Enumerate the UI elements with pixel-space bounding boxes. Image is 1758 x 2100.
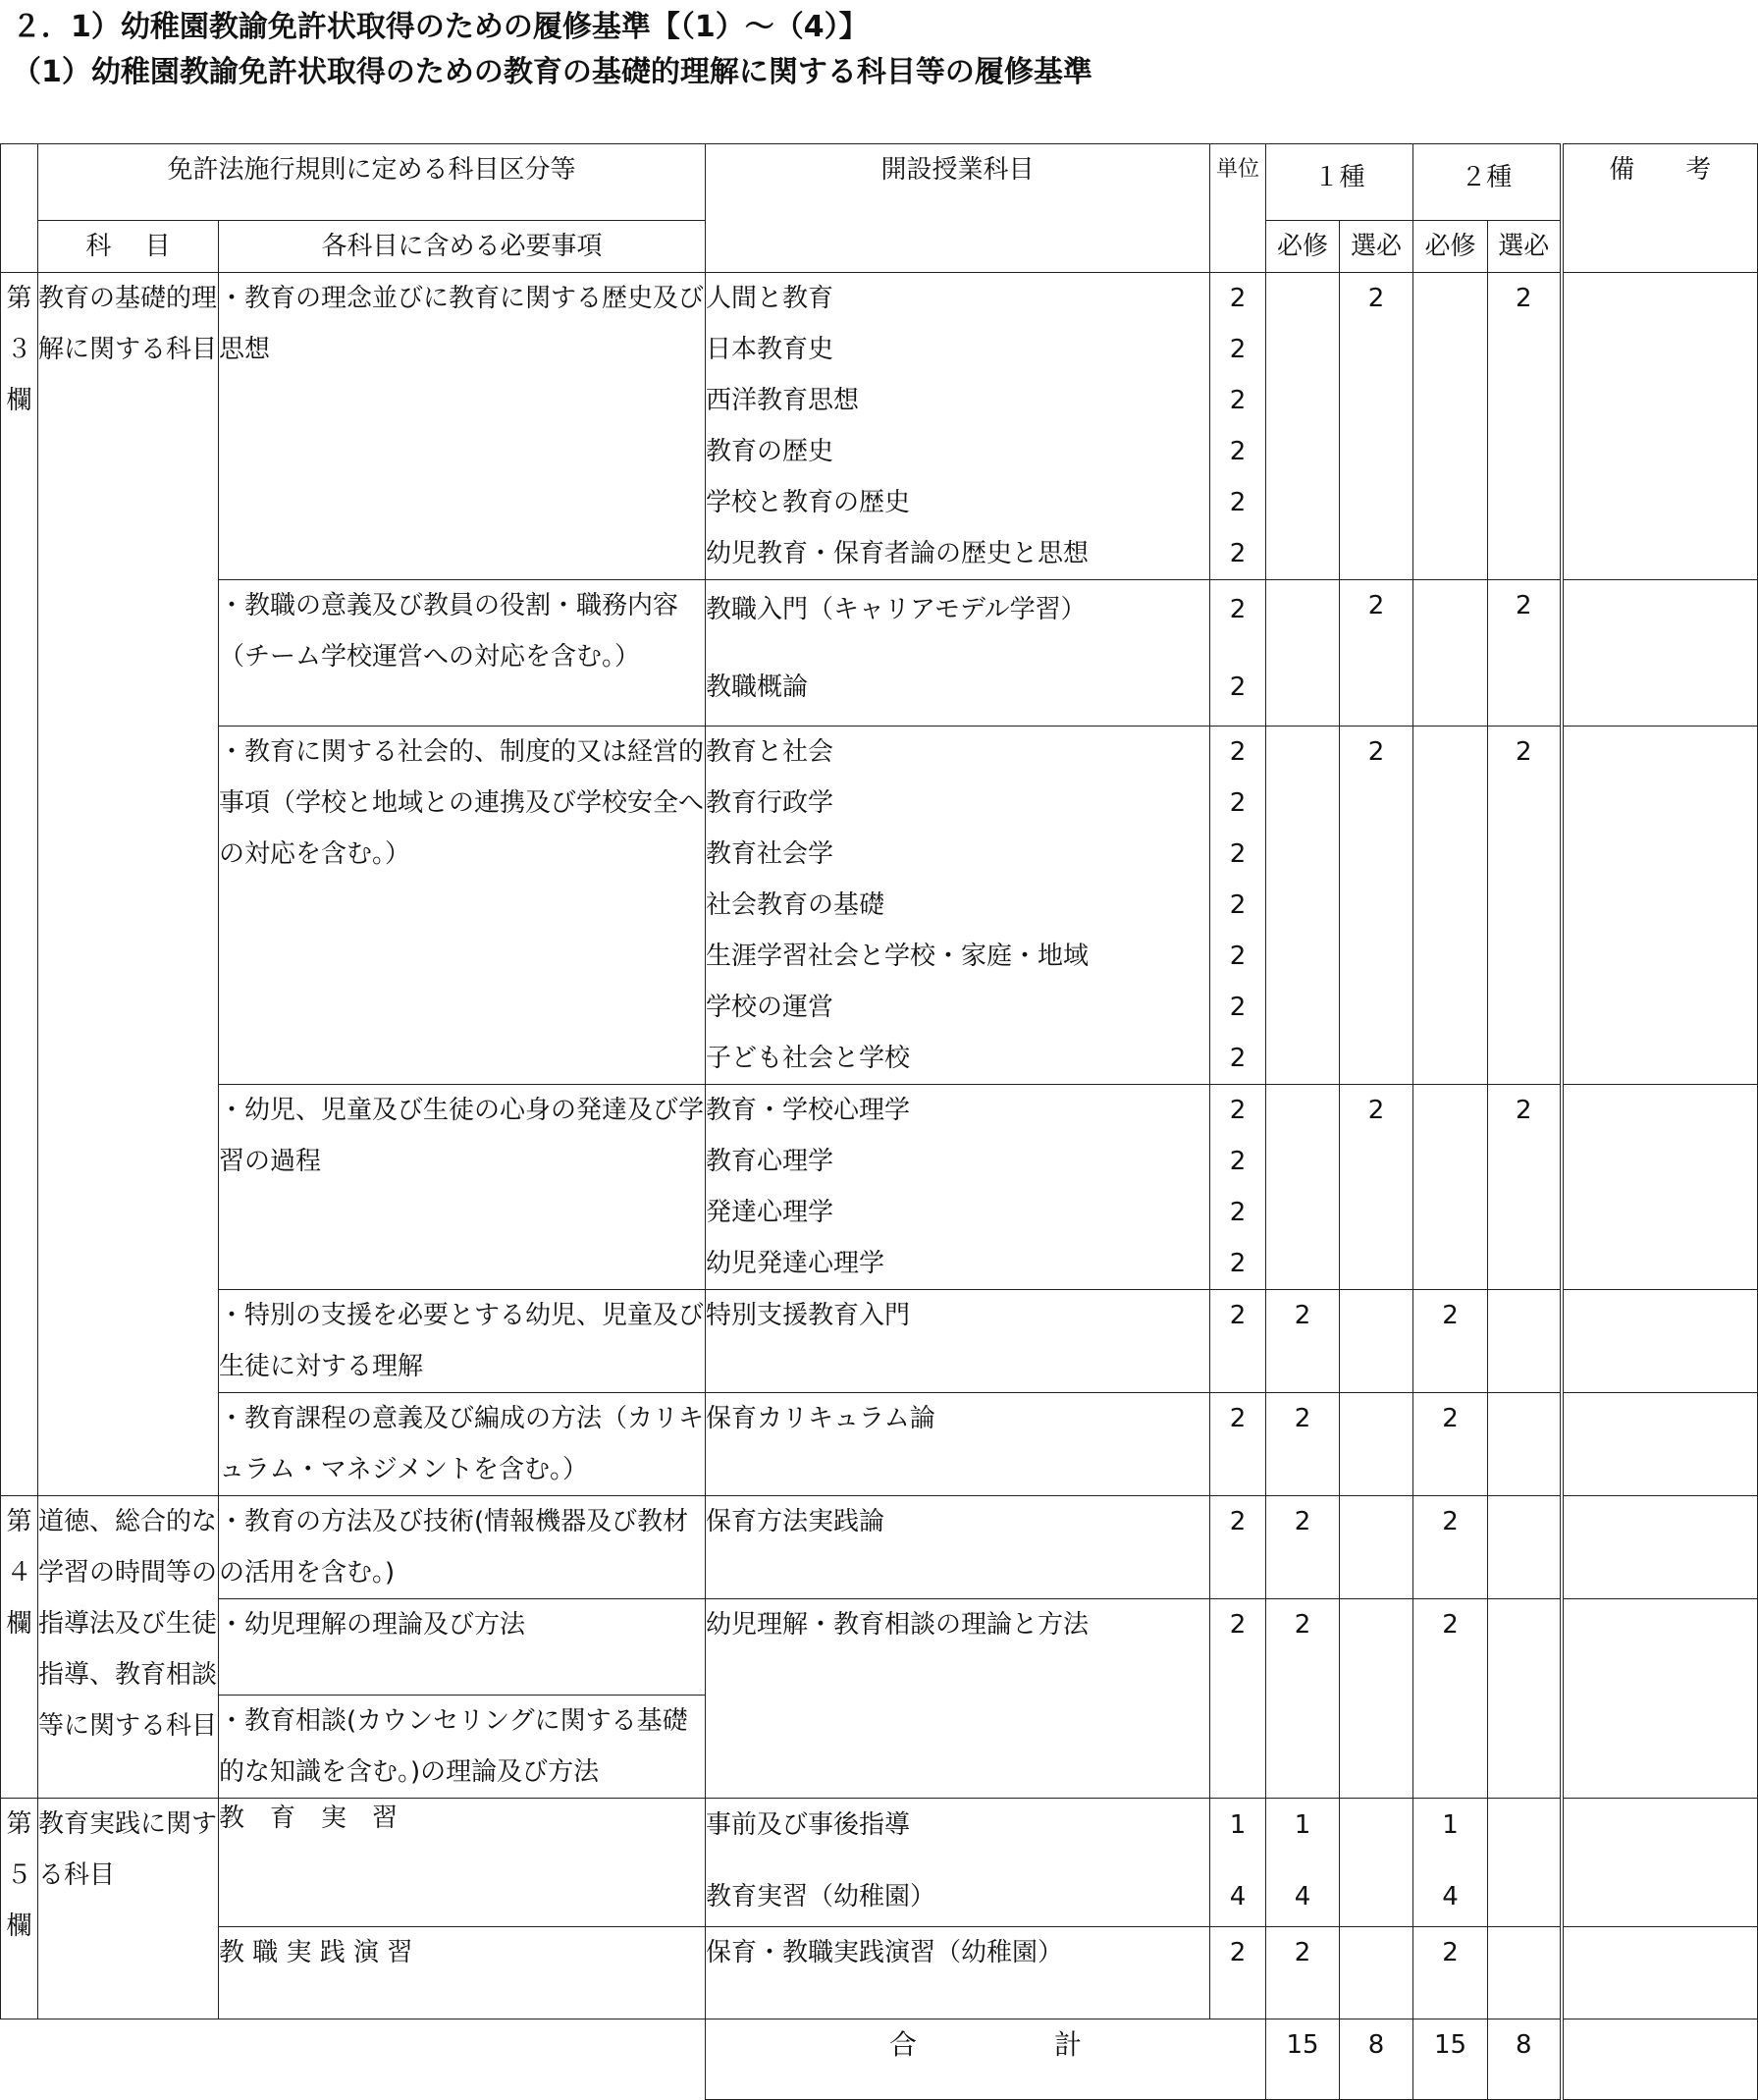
course-item: 幼児発達心理学 (706, 1249, 885, 1278)
t1-elective-4 (1340, 1290, 1413, 1393)
t2-elective-6 (1488, 1496, 1562, 1599)
header-type1: １種 (1266, 144, 1413, 221)
remarks-1 (1562, 580, 1758, 727)
header-corner (1, 144, 38, 273)
units-list-8: 1 4 (1210, 1799, 1266, 1927)
course-item: 教育社会学 (706, 839, 834, 869)
header-t1-elective: 選必 (1340, 221, 1413, 273)
page-subtitle: （1）幼稚園教諭免許状取得のための教育の基礎的理解に関する科目等の履修基準 (12, 55, 1092, 89)
section-3-subject: 教育の基礎的理解に関する科目 (38, 273, 219, 1496)
course-item: 教育と社会 (706, 737, 834, 767)
units-list-1: 2 2 (1210, 580, 1266, 727)
course-item: 教育行政学 (706, 788, 834, 818)
units-4: 2 (1210, 1290, 1266, 1393)
requirement-2: ・教育に関する社会的、制度的又は経営的事項（学校と地域との連携及び学校安全への対応を含む。） (219, 727, 706, 1085)
t1-elective-7 (1340, 1599, 1413, 1799)
page-title: ２．1）幼稚園教諭免許状取得のための履修基準【（1）～（4）】 (12, 10, 869, 44)
t2-elective-9 (1488, 1927, 1562, 2019)
course-item: 保育方法実践論 (706, 1496, 1210, 1599)
t2-elective-4 (1488, 1290, 1562, 1393)
course-item: 教育・学校心理学 (706, 1096, 911, 1125)
header-t1-required: 必修 (1266, 221, 1340, 273)
remarks-4 (1562, 1290, 1758, 1393)
t1-required-1 (1266, 580, 1340, 727)
t2-required-3 (1413, 1085, 1488, 1290)
section-4-label: 第 ４ 欄 (1, 1496, 38, 1799)
header-t2-elective: 選必 (1488, 221, 1562, 273)
course-item: 保育カリキュラム論 (706, 1393, 1210, 1496)
t1-elective-0: 2 (1340, 273, 1413, 580)
course-item: 教育心理学 (706, 1147, 834, 1176)
t1-required-9: 2 (1266, 1927, 1340, 2019)
section-5-subject: 教育実践に関する科目 (38, 1799, 219, 2019)
t2-required-7: 2 (1413, 1599, 1488, 1799)
remarks-7 (1562, 1599, 1758, 1799)
t2-elective-1: 2 (1488, 580, 1562, 727)
total-t2-elective: 8 (1488, 2019, 1562, 2100)
t1-required-8: 1 4 (1266, 1799, 1340, 1927)
course-list-8 (706, 1799, 1210, 1927)
t1-required-6: 2 (1266, 1496, 1340, 1599)
t1-required-4: 2 (1266, 1290, 1340, 1393)
course-item: 人間と教育 (706, 284, 834, 313)
header-courses: 開設授業科目 (706, 144, 1210, 273)
requirement-5: ・教育課程の意義及び編成の方法（カリキュラム・マネジメントを含む。） (219, 1393, 706, 1496)
section-3-label: 第 ３ 欄 (1, 273, 38, 1496)
header-units: 単位 (1210, 144, 1266, 273)
t1-elective-3: 2 (1340, 1085, 1413, 1290)
course-item: 学校の運営 (706, 993, 834, 1022)
header-t2-required: 必修 (1413, 221, 1488, 273)
header-law-category: 免許法施行規則に定める科目区分等 (38, 144, 706, 221)
t1-elective-2: 2 (1340, 727, 1413, 1085)
total-t1-elective: 8 (1340, 2019, 1413, 2100)
remarks-6 (1562, 1496, 1758, 1599)
t2-required-9: 2 (1413, 1927, 1488, 2019)
total-t1-required: 15 (1266, 2019, 1340, 2100)
header-subject: 科 目 (38, 221, 219, 273)
requirement-9: 教 職 実 践 演 習 (219, 1927, 706, 2019)
t2-required-4: 2 (1413, 1290, 1488, 1393)
curriculum-table (0, 143, 1758, 2100)
course-item: 発達心理学 (706, 1198, 834, 1227)
course-item: 教育実習（幼稚園） (706, 1882, 936, 1912)
header-type2: ２種 (1413, 144, 1562, 221)
course-item: 保育・教職実践演習（幼稚園） (706, 1927, 1210, 2019)
section-5-label: 第 ５ 欄 (1, 1799, 38, 2019)
t1-required-2 (1266, 727, 1340, 1085)
t2-elective-7 (1488, 1599, 1562, 1799)
remarks-0 (1562, 273, 1758, 580)
t2-elective-3: 2 (1488, 1085, 1562, 1290)
requirement-0: ・教育の理念並びに教育に関する歴史及び思想 (219, 273, 706, 580)
units-list-0: 2 2 2 2 2 2 (1210, 273, 1266, 580)
t1-elective-9 (1340, 1927, 1413, 2019)
course-item: 特別支援教育入門 (706, 1290, 1210, 1393)
remarks-8 (1562, 1799, 1758, 1927)
course-item: 幼児理解・教育相談の理論と方法 (706, 1599, 1210, 1799)
requirement-6: ・教育の方法及び技術(情報機器及び教材の活用を含む。) (219, 1496, 706, 1599)
requirement-1: ・教職の意義及び教員の役割・職務内容（チーム学校運営への対応を含む。） (219, 580, 706, 727)
remarks-3 (1562, 1085, 1758, 1290)
t1-required-7: 2 (1266, 1599, 1340, 1799)
header-remarks: 備 考 (1562, 144, 1758, 273)
course-item: 日本教育史 (706, 335, 834, 364)
course-list-1 (706, 580, 1210, 727)
t1-elective-6 (1340, 1496, 1413, 1599)
course-item: 事前及び事後指導 (706, 1810, 911, 1840)
course-list-2 (706, 727, 1210, 1085)
requirement-7b: ・教育相談(カウンセリングに関する基礎的な知識を含む。)の理論及び方法 (219, 1696, 706, 1799)
t1-required-3 (1266, 1085, 1340, 1290)
requirement-8: 教 育 実 習 (219, 1799, 706, 1927)
t2-required-1 (1413, 580, 1488, 727)
course-item: 社会教育の基礎 (706, 890, 885, 920)
t2-required-5: 2 (1413, 1393, 1488, 1496)
remarks-5 (1562, 1393, 1758, 1496)
units-5: 2 (1210, 1393, 1266, 1496)
course-item: 西洋教育思想 (706, 386, 860, 415)
t1-elective-1: 2 (1340, 580, 1413, 727)
units-6: 2 (1210, 1496, 1266, 1599)
units-9: 2 (1210, 1927, 1266, 2019)
total-remarks (1562, 2019, 1758, 2100)
t2-required-6: 2 (1413, 1496, 1488, 1599)
requirement-3: ・幼児、児童及び生徒の心身の発達及び学習の過程 (219, 1085, 706, 1290)
course-item: 教職入門（キャリアモデル学習） (706, 595, 1087, 624)
total-t2-required: 15 (1413, 2019, 1488, 2100)
t1-required-5: 2 (1266, 1393, 1340, 1496)
t2-elective-2: 2 (1488, 727, 1562, 1085)
units-list-3: 2 2 2 2 (1210, 1085, 1266, 1290)
t2-elective-5 (1488, 1393, 1562, 1496)
units-7: 2 (1210, 1599, 1266, 1799)
course-item: 学校と教育の歴史 (706, 488, 911, 517)
course-item: 教育の歴史 (706, 437, 834, 466)
t1-elective-8 (1340, 1799, 1413, 1927)
t2-required-0 (1413, 273, 1488, 580)
units-list-2: 2 2 2 2 2 2 2 (1210, 727, 1266, 1085)
remarks-9 (1562, 1927, 1758, 2019)
t1-required-0 (1266, 273, 1340, 580)
total-label: 合 計 (706, 2019, 1266, 2100)
t2-elective-8 (1488, 1799, 1562, 1927)
t2-required-8: 1 4 (1413, 1799, 1488, 1927)
t1-elective-5 (1340, 1393, 1413, 1496)
requirement-7a: ・幼児理解の理論及び方法 (219, 1599, 706, 1696)
course-item: 教職概論 (706, 673, 809, 702)
course-list-0 (706, 273, 1210, 580)
course-item: 生涯学習社会と学校・家庭・地域 (706, 942, 1090, 971)
section-4-subject: 道徳、総合的な学習の時間等の指導法及び生徒指導、教育相談等に関する科目 (38, 1496, 219, 1799)
requirement-4: ・特別の支援を必要とする幼児、児童及び生徒に対する理解 (219, 1290, 706, 1393)
total-blank (1, 2019, 706, 2100)
course-list-3 (706, 1085, 1210, 1290)
t2-elective-0: 2 (1488, 273, 1562, 580)
header-required-items: 各科目に含める必要事項 (219, 221, 706, 273)
remarks-2 (1562, 727, 1758, 1085)
t2-required-2 (1413, 727, 1488, 1085)
course-item: 子ども社会と学校 (706, 1044, 911, 1073)
course-item: 幼児教育・保育者論の歴史と思想 (706, 539, 1090, 568)
